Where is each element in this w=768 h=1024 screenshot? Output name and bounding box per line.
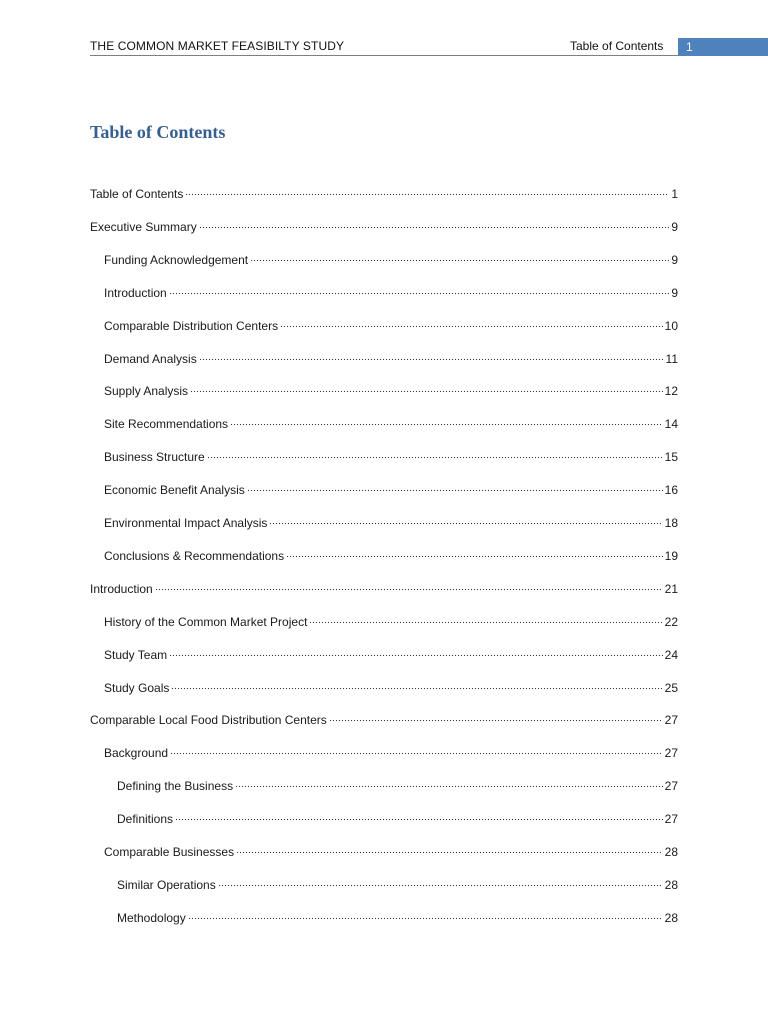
- toc-entry[interactable]: [90, 772, 678, 794]
- toc-entry[interactable]: [90, 213, 678, 234]
- toc-entry-label: Table of Contents: [90, 187, 184, 201]
- toc-entry-page: 27: [664, 713, 678, 728]
- toc-entry-label: Introduction: [90, 581, 153, 596]
- toc-entry[interactable]: [90, 345, 678, 366]
- toc-entry[interactable]: [90, 410, 678, 432]
- dot-leader: [207, 443, 663, 461]
- toc-entry[interactable]: [90, 443, 678, 465]
- dot-leader: [199, 213, 670, 231]
- toc-entry-label: Study Goals: [104, 680, 170, 695]
- toc-entry-page: 1: [671, 187, 678, 201]
- section-title: Table of Contents: [570, 39, 664, 53]
- dot-leader: [236, 838, 663, 856]
- toc-entry-label: Methodology: [117, 910, 186, 925]
- toc-entry-page: 28: [664, 910, 678, 925]
- page-header: [90, 36, 768, 56]
- page-number: 1: [686, 40, 693, 54]
- dot-leader: [286, 542, 663, 560]
- toc-entry-label: History of the Common Market Project: [104, 614, 308, 629]
- dot-leader: [235, 772, 663, 790]
- toc-entry[interactable]: [90, 641, 678, 662]
- toc-entry-page: 14: [664, 417, 678, 432]
- toc-entry[interactable]: [90, 180, 678, 201]
- dot-leader: [185, 180, 669, 198]
- toc-entry[interactable]: [90, 279, 678, 300]
- toc-entry-label: Defining the Business: [117, 779, 234, 794]
- toc-entry-label: Demand Analysis: [104, 351, 197, 366]
- toc-entry[interactable]: [90, 838, 678, 859]
- toc-entry[interactable]: [90, 674, 678, 695]
- toc-entry-page: 21: [664, 581, 678, 596]
- dot-leader: [230, 410, 663, 428]
- toc-entry-label: Economic Benefit Analysis: [104, 483, 245, 498]
- toc-entry[interactable]: [90, 608, 678, 629]
- toc-entry-label: Comparable Local Food Distribution Centers: [90, 713, 327, 728]
- toc-entry-label: Comparable Distribution Centers: [104, 318, 279, 333]
- toc-entry-label: Supply Analysis: [104, 384, 189, 399]
- toc-entry-page: 18: [664, 516, 678, 530]
- toc-entry-label: Executive Summary: [90, 219, 197, 234]
- toc-entry-page: 9: [671, 252, 678, 267]
- toc-entry-page: 27: [664, 812, 678, 827]
- toc-entry-page: 15: [664, 450, 678, 465]
- toc-heading: Table of Contents: [90, 122, 226, 142]
- toc-entry[interactable]: [90, 246, 678, 267]
- toc-entry-label: Introduction: [104, 285, 167, 300]
- dot-leader: [169, 641, 662, 659]
- toc-entry[interactable]: [90, 739, 678, 761]
- toc-entry[interactable]: [90, 377, 678, 399]
- dot-leader: [155, 575, 663, 593]
- dot-leader: [309, 608, 662, 626]
- toc-entry-label: Background: [104, 746, 169, 761]
- toc-entry-label: Study Team: [104, 647, 168, 662]
- dot-leader: [218, 871, 663, 889]
- dot-leader: [280, 312, 663, 330]
- toc-entry-page: 24: [664, 647, 678, 662]
- toc-entry-page: 22: [664, 614, 678, 629]
- dot-leader: [175, 805, 663, 823]
- toc-entry-page: 27: [664, 779, 678, 794]
- toc-entry[interactable]: [90, 476, 678, 498]
- toc-entry[interactable]: [90, 904, 678, 925]
- toc-entry-label: Site Recommendations: [104, 417, 229, 432]
- toc-entry[interactable]: [90, 871, 678, 892]
- toc-entry-label: Definitions: [117, 812, 174, 827]
- dot-leader: [247, 476, 663, 494]
- toc-entry[interactable]: [90, 575, 678, 596]
- dot-leader: [169, 279, 670, 297]
- toc-entry-page: 9: [671, 219, 678, 234]
- toc-entry-label: Similar Operations: [117, 877, 216, 892]
- toc-entry[interactable]: [90, 312, 678, 333]
- toc-entry[interactable]: [90, 805, 678, 827]
- toc-entry-page: 28: [664, 845, 678, 859]
- toc-entry-page: 28: [664, 877, 678, 892]
- toc-entry-label: Business Structure: [104, 450, 205, 465]
- dot-leader: [171, 674, 662, 692]
- dot-leader: [329, 706, 663, 724]
- dot-leader: [250, 246, 669, 264]
- dot-leader: [199, 345, 664, 363]
- header-rule: [90, 55, 678, 56]
- toc-entry-page: 12: [664, 384, 678, 399]
- toc-entry[interactable]: [90, 706, 678, 728]
- toc-entry-label: Comparable Businesses: [104, 845, 235, 859]
- toc-entry-page: 16: [664, 483, 678, 498]
- dot-leader: [190, 377, 663, 395]
- page-number-tab: [678, 38, 768, 56]
- dot-leader: [269, 509, 662, 527]
- toc-entry-label: Conclusions & Recommendations: [104, 548, 285, 563]
- toc-entry-page: 9: [671, 285, 678, 300]
- toc-entry-page: 10: [664, 318, 678, 333]
- toc-entry[interactable]: [90, 509, 678, 530]
- toc-entry-label: Funding Acknowledgement: [104, 252, 249, 267]
- toc-entry-page: 25: [664, 680, 678, 695]
- toc-entry-page: 11: [665, 351, 678, 366]
- toc-entry[interactable]: [90, 542, 678, 563]
- toc-entry-page: 19: [664, 548, 678, 563]
- toc-entry-label: Environmental Impact Analysis: [104, 516, 268, 530]
- toc-entry-page: 27: [664, 746, 678, 761]
- document-title: THE COMMON MARKET FEASIBILTY STUDY: [90, 39, 345, 53]
- dot-leader: [188, 904, 663, 922]
- dot-leader: [170, 739, 663, 757]
